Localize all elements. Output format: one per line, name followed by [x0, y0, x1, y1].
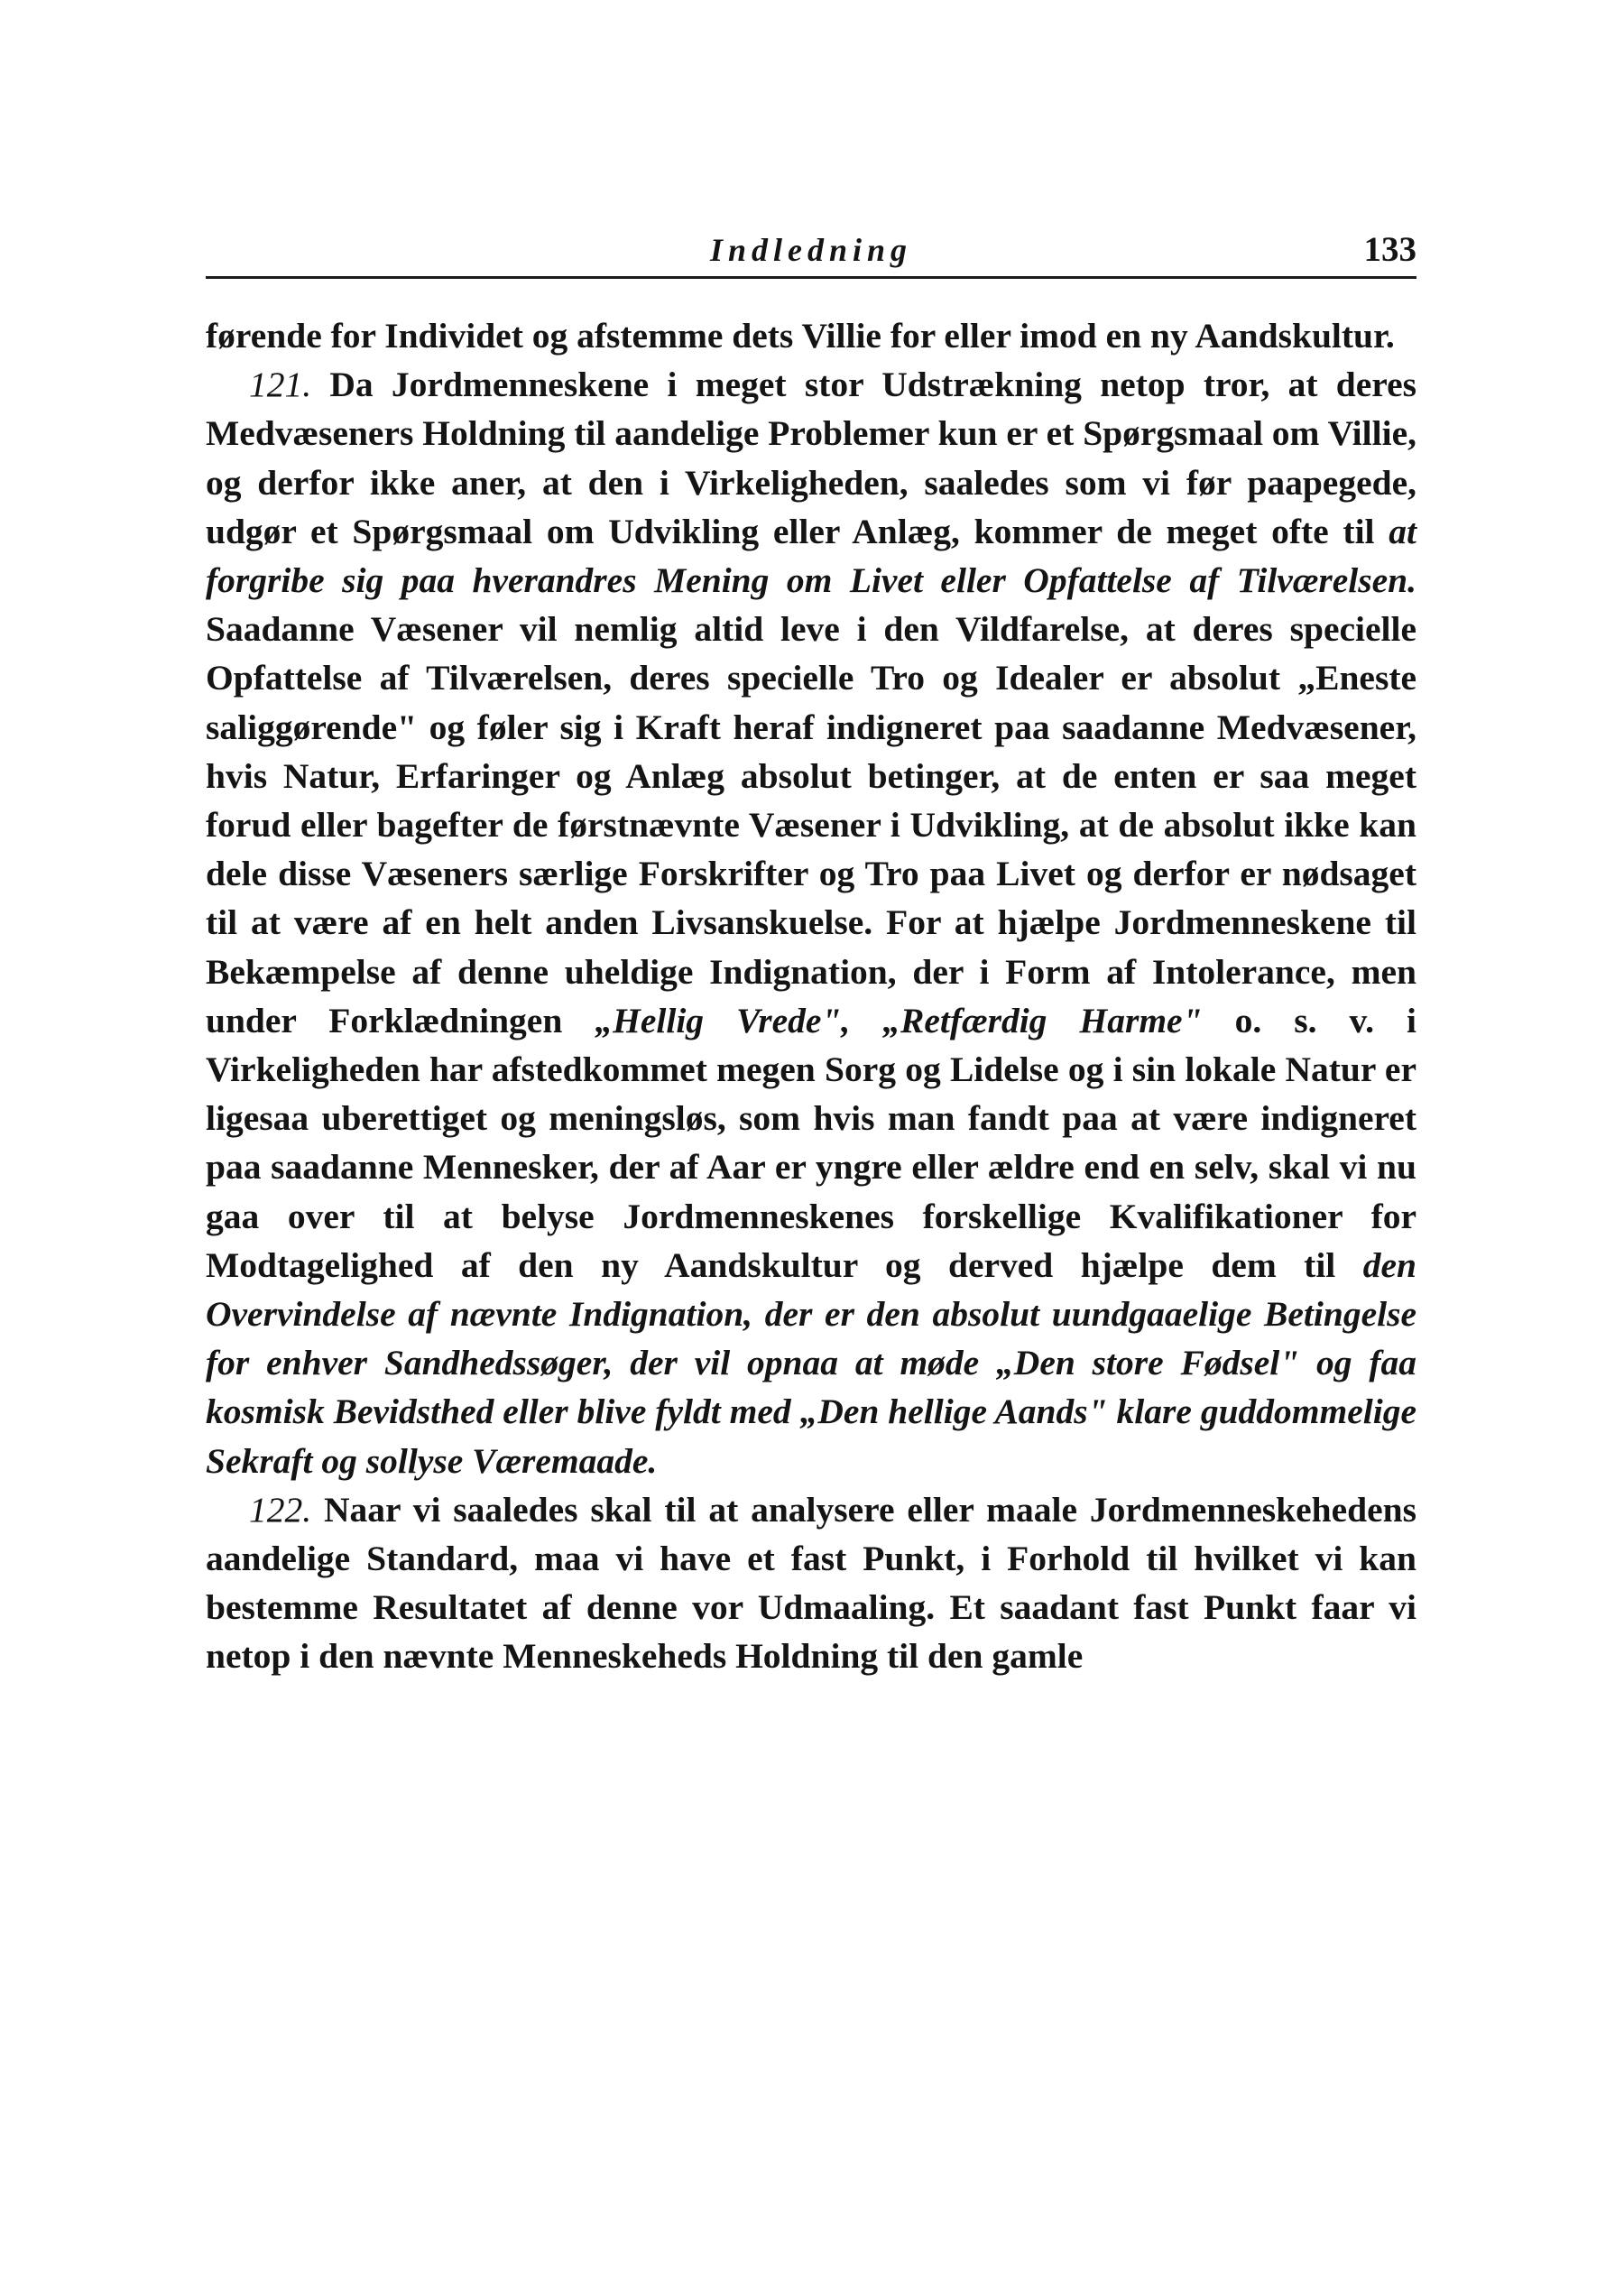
text-span: Saadanne Væsener vil nemlig altid leve i den Vildfarelse, at deres specielle Opfattelse af Tilværelsen, deres specielle Tro og Idealer er absolut „Eneste saliggørende" og føler sig i Kraft heraf indigneret paa saadanne Medvæsener, hvis Natur, Erfaringer og Anlæg absolut betinger, at de enten er saa meget forud eller bagefter de førstnævnte Væsener i Udvikling, at de absolut ikke kan dele disse Væseners særlige Forskrifter og Tro paa Livet og derfor er nødsaget til at være af en helt anden Livsanskuelse. For at hjælpe Jordmenneskene til Bekæmpelse af denne uheldige Indignation, der i Form af Intolerance, men under Forklædningen: [206, 609, 1416, 1040]
text-span: Da Jordmenneskene i meget stor Udstrækning netop tror, at deres Medvæseners Holdning til aandelige Problemer kun er et Spørgsmaal om Villie, og derfor ikke aner, at den i Virkeligheden, saaledes som vi før paapegede, udgør et Spørgsmaal om Udvikling eller Anlæg, kommer de meget ofte til: [206, 365, 1416, 551]
emphasis-text: „Hellig Vrede", „Retfærdig Harme": [595, 1000, 1203, 1040]
section-number: 121.: [249, 365, 312, 405]
paragraph-122: [206, 1485, 1416, 1681]
book-page: [206, 226, 1416, 1681]
running-head: [206, 226, 1416, 279]
paragraph-continuation: [206, 311, 1416, 360]
paragraph-121: [206, 360, 1416, 1485]
page-number: 133: [1363, 230, 1416, 269]
text-span: førende for Individet og afstemme dets Villie for eller imod en ny Aandskultur.: [206, 316, 1395, 356]
text-span: o. s. v. i Virkeligheden har afstedkommet megen Sorg og Lidelse og i sin lokale Natur er ligesaa uberettiget og meningsløs, som hvis man fandt paa at være indigneret paa saadanne Mennesker, der af Aar er yngre eller ældre end en selv, skal vi nu gaa over til at belyse Jordmenneskenes forskellige Kvalifikationer for Modtagelighed af den ny Aandskultur og derved hjælpe dem til: [206, 1000, 1417, 1285]
running-title: Indledning: [709, 232, 913, 268]
section-number: 122.: [249, 1489, 312, 1530]
text-span: Naar vi saaledes skal til at analysere eller maale Jordmenneskehedens aandelige Standard, maa vi have et fast Punkt, i Forhold til hvilket vi kan bestemme Resultatet af denne vor Udmaaling. Et saadant fast Punkt faar vi netop i den nævnte Menneskeheds Holdning til den gamle: [206, 1489, 1416, 1677]
emphasis-text: den Overvindelse af nævnte Indignation, der er den absolut uundgaaelige Betingelse for enhver Sandhedssøger, der vil opnaa at møde „Den store Fødsel" og faa kosmisk Bevidsthed eller blive fyldt med „Den hellige Aands" klare guddommelige Sekraft og sollyse Væremaade.: [206, 1244, 1416, 1481]
body-text: [206, 311, 1416, 1681]
emphasis-text: at forgribe sig paa hverandres Mening om Livet eller Opfattelse af Tilværelsen.: [206, 511, 1416, 601]
